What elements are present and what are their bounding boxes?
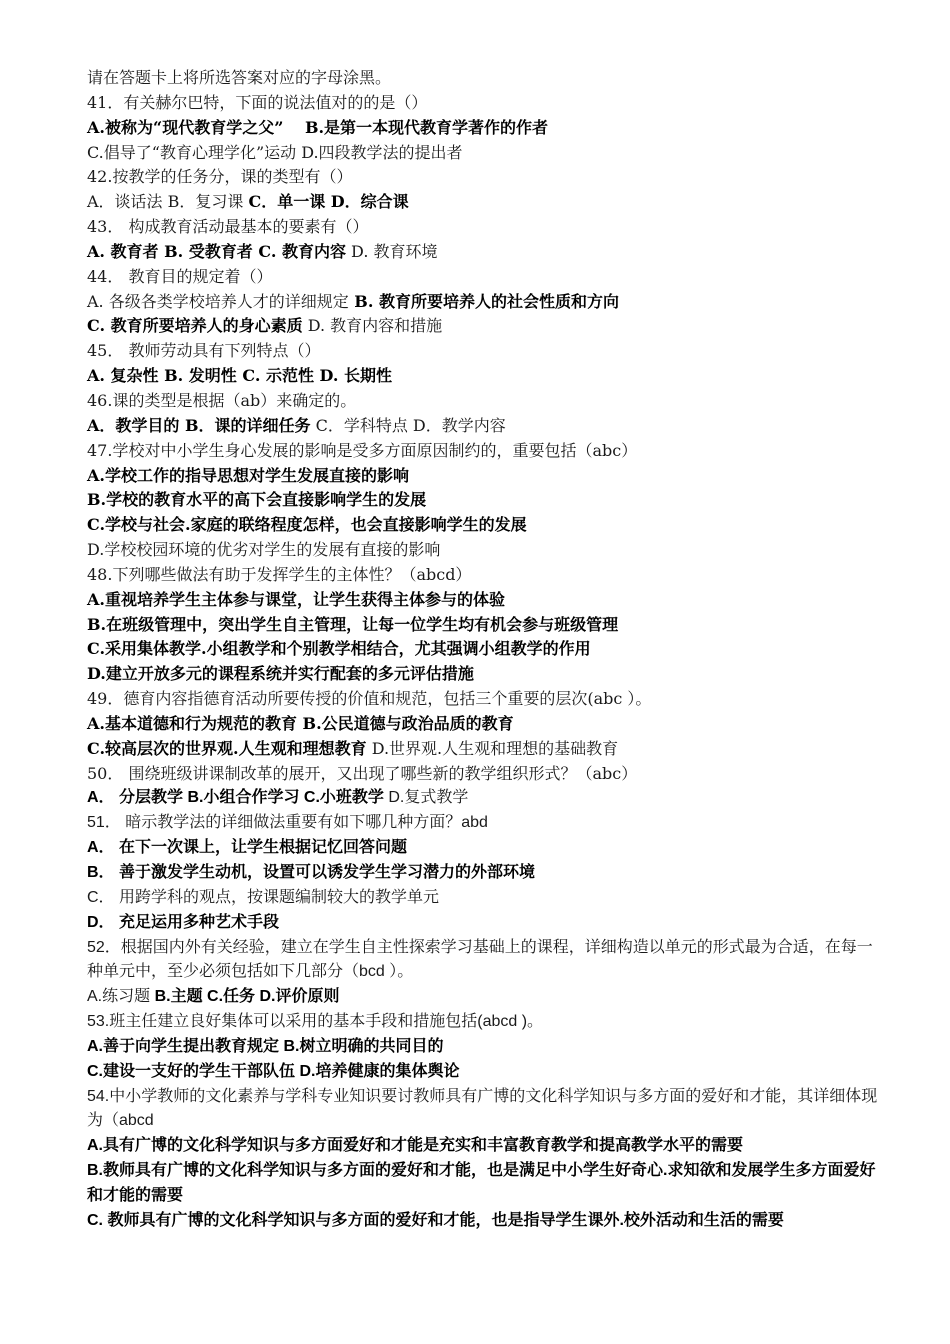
question-44-option-b: B. 教育所要培养人的社会性质和方向: [348, 291, 619, 311]
question-43-stem: 43． 构成教育活动最基本的要素有（）: [87, 217, 369, 237]
question-49-options-ab: A.基本道德和行为规范的教育 B.公民道德与政治品质的教育: [87, 713, 514, 733]
question-48-option-c: C.采用集体教学.小组教学和个别教学相结合，尤其强调小组教学的作用: [87, 639, 591, 659]
question-50-options-plain: D.复式教学: [383, 789, 469, 807]
question-41-options-ab: A.被称为“现代教育学之父” B.是第一本现代教育学著作的作者: [87, 117, 549, 137]
question-51-option-a: A． 在下一次课上，让学生根据记忆回答问题: [87, 839, 408, 857]
question-45-stem: 45． 教师劳动具有下列特点（）: [87, 341, 321, 361]
question-47-option-c: C.学校与社会.家庭的联络程度怎样，也会直接影响学生的发展: [87, 515, 527, 535]
question-44-option-a: A. 各级各类学校培养人才的详细规定: [87, 291, 349, 311]
question-42-stem: 42.按教学的任务分，课的类型有（）: [87, 167, 353, 187]
question-41-stem: 41．有关赫尔巴特，下面的说法值对的的是（）: [87, 92, 428, 112]
question-49-option-d: D.世界观.人生观和理想的基础教育: [366, 738, 619, 758]
question-52-options-answer: B.主题 C.任务 D.评价原则: [150, 988, 340, 1006]
question-44-option-c: C. 教育所要培养人的身心素质: [87, 316, 303, 336]
question-52-stem: 52．根据国内外有关经验，建立在学生自主性探索学习基础上的课程，详细构造以单元的形式最为合适，在每一种单元中，至少必须包括如下几部分（bcd ）。: [87, 938, 873, 981]
question-44-stem: 44． 教育目的规定着（）: [87, 266, 273, 286]
question-43-options-plain: D. 教育环境: [345, 241, 438, 261]
question-49-option-c: C.较高层次的世界观.人生观和理想教育: [87, 738, 367, 758]
question-54-option-b: B.教师具有广博的文化科学知识与多方面的爱好和才能，也是满足中小学生好奇心.求知欲和发展学生多方面爱好和才能的需要: [87, 1162, 876, 1204]
question-43-options-answer: A. 教育者 B. 受教育者 C. 教育内容: [87, 241, 346, 261]
question-54-option-c: C. 教师具有广博的文化科学知识与多方面的爱好和才能，也是指导学生课外.校外活动和生活的需要: [87, 1211, 784, 1229]
exam-document: [87, 66, 887, 1234]
question-48-stem: 48.下列哪些做法有助于发挥学生的主体性？（abcd）: [87, 564, 472, 584]
question-42-options-answer: C．单一课 D．综合课: [248, 192, 409, 212]
question-51-stem: 51． 暗示教学法的详细做法重要有如下哪几种方面？abd: [87, 814, 488, 832]
question-52-options: [87, 985, 887, 1010]
question-52-option-a: A.练习题: [87, 988, 151, 1006]
question-50-stem: 50． 围绕班级讲课制改革的展开，又出现了哪些新的教学组织形式？（abc）: [87, 763, 638, 783]
question-44-options-cd: [87, 314, 887, 339]
question-54-stem: 54.中小学教师的文化素养与学科专业知识要讨教师具有广博的文化科学知识与多方面的爱好和才能，其详细体现为（abcd: [87, 1087, 878, 1130]
question-49-stem: 49．德育内容指德育活动所要传授的价值和规范，包括三个重要的层次(abc ）。: [87, 689, 652, 709]
question-51-option-c: C． 用跨学科的观点，按课题编制较大的教学单元: [87, 888, 440, 906]
question-42-options-plain: A．谈话法 B．复习课: [87, 192, 249, 212]
question-41-options-cd: C.倡导了“教育心理学化”运动 D.四段教学法的提出者: [87, 142, 463, 162]
question-42-options: [87, 190, 887, 215]
question-50-options: [87, 786, 887, 811]
question-53-options-ab: A.善于向学生提出教育规定 B.树立明确的共同目的: [87, 1037, 444, 1055]
question-46-options-plain: C．学科特点 D．教学内容: [310, 415, 506, 435]
question-47-option-b: B.学校的教育水平的高下会直接影响学生的发展: [87, 490, 427, 510]
question-48-option-b: B.在班级管理中，突出学生自主管理，让每一位学生均有机会参与班级管理: [87, 614, 619, 634]
question-44-option-d: D. 教育内容和措施: [302, 316, 443, 336]
question-48-option-d: D.建立开放多元的课程系统并实行配套的多元评估措施: [87, 664, 474, 684]
question-45-options: A. 复杂性 B. 发明性 C. 示范性 D. 长期性: [87, 366, 392, 386]
question-50-options-answer: A． 分层教学 B.小组合作学习 C.小班教学: [87, 789, 384, 807]
question-53-stem: 53.班主任建立良好集体可以采用的基本手段和措施包括(abcd )。: [87, 1013, 544, 1031]
question-47-stem: 47.学校对中小学生身心发展的影响是受多方面原因制约的，重要包括（abc）: [87, 440, 638, 460]
question-47-option-d: D.学校校园环境的优劣对学生的发展有直接的影响: [87, 540, 441, 560]
question-51-option-d: D． 充足运用多种艺术手段: [87, 913, 280, 931]
question-44-options-ab: [87, 290, 887, 315]
instruction-text: 请在答题卡上将所选答案对应的字母涂黑。: [87, 68, 392, 87]
question-53-options-cd: C.建设一支好的学生干部队伍 D.培养健康的集体舆论: [87, 1062, 460, 1080]
question-54-option-a: A.具有广博的文化科学知识与多方面爱好和才能是充实和丰富教育教学和提高教学水平的需要: [87, 1137, 744, 1155]
question-46-stem: 46.课的类型是根据（ab）来确定的。: [87, 390, 357, 410]
question-43-options: [87, 240, 887, 265]
question-48-option-a: A.重视培养学生主体参与课堂，让学生获得主体参与的体验: [87, 589, 505, 609]
question-47-option-a: A.学校工作的指导思想对学生发展直接的影响: [87, 465, 409, 485]
question-51-option-b: B． 善于激发学生动机，设置可以诱发学生学习潜力的外部环境: [87, 864, 536, 881]
question-49-options-cd: [87, 737, 887, 762]
question-46-options: [87, 414, 887, 439]
question-46-options-answer: A．教学目的 B．课的详细任务: [87, 415, 311, 435]
